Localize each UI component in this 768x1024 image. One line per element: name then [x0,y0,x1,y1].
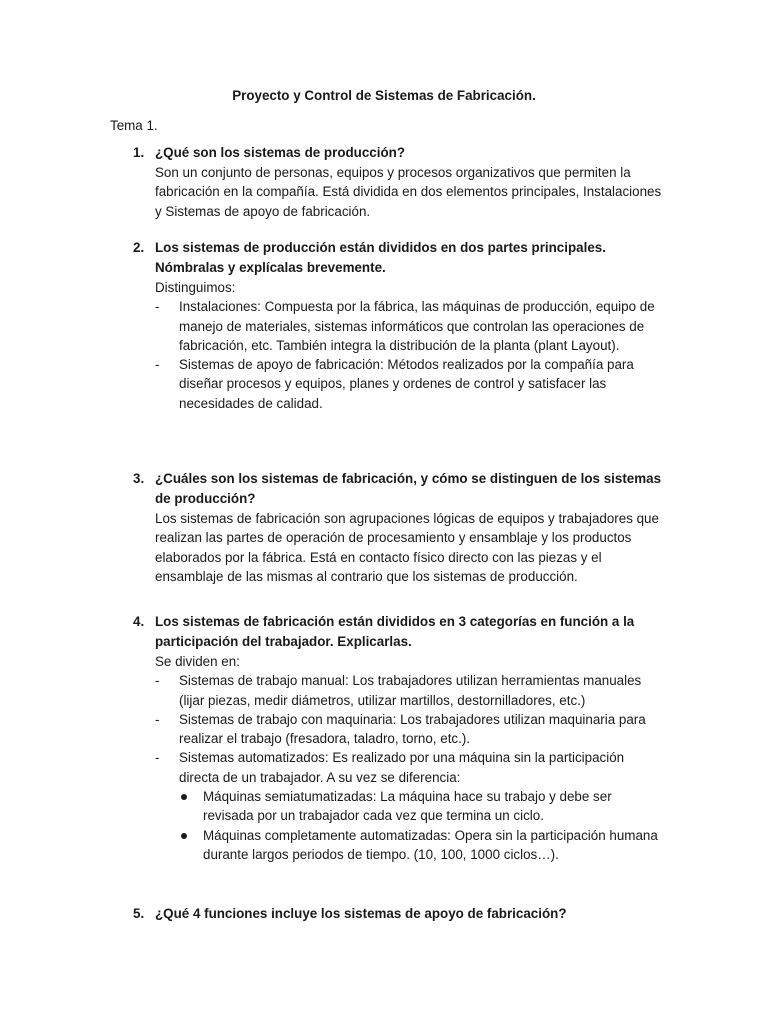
question-number: 5. [133,906,145,921]
question-title: ¿Qué 4 funciones incluye los sistemas de apoyo de fabricación? [155,906,567,921]
answer-intro: Distinguimos: [155,280,236,295]
question-number: 1. [133,145,145,160]
list-dash: - [155,299,160,315]
list-item [155,355,663,413]
sub-list-item-text: Máquinas semiatumatizadas: La máquina hace su trabajo y debe ser revisada por un trabajador cada vez que termina un ciclo. [203,789,612,824]
list-item-text: Sistemas de trabajo manual: Los trabajadores utilizan herramientas manuales (lijar piezas, medir diámetros, utilizar martillos, destornilladores, etc.) [179,673,642,708]
list-item [155,710,663,749]
answer-list [155,671,663,864]
answer-text: Son un conjunto de personas, equipos y procesos organizativos que permiten la fabricación en la compañía. Está dividida en dos elementos principales, Instalaciones y Sistemas de apoyo de fabricación. [155,165,662,219]
sub-list [179,787,663,864]
document-title: Proyecto y Control de Sistemas de Fabricación. [232,88,536,103]
list-item [155,748,663,864]
answer-intro: Se dividen en: [155,654,240,669]
question-title: Los sistemas de fabricación están divididos en 3 categorías en función a la participación del trabajador. Explicarlas. [155,614,635,649]
list-dash: - [155,750,160,766]
section-heading: Tema 1. [110,118,158,133]
answer-text: Los sistemas de fabricación son agrupaciones lógicas de equipos y trabajadores que realizan las partes de operación de procesamiento y ensamblaje y los productos elaborados por la fábrica. Está en contacto físico directo con las piezas y el ensamblaje de las mismas al contrario que los sistemas de producción. [155,511,659,584]
answer-list [155,297,663,413]
list-dash: - [155,673,160,689]
question-title: ¿Cuáles son los sistemas de fabricación, y cómo se distinguen de los sistemas de producción? [155,471,662,506]
list-item-text: Instalaciones: Compuesta por la fábrica, las máquinas de producción, equipo de manejo de materiales, sistemas informáticos que controlan las operaciones de fabricación, etc. También integra la distribución de la planta (plant Layout). [179,299,655,353]
sub-list-item [179,826,663,865]
question-title: Los sistemas de producción están divididos en dos partes principales. Nómbralas y explícalas brevemente. [155,240,606,275]
question-title: ¿Qué son los sistemas de producción? [155,145,406,160]
sub-list-item [179,787,663,826]
bullet-icon [181,833,187,839]
list-dash: - [155,357,160,373]
question-number: 3. [133,471,145,486]
question-5 [133,904,663,924]
question-4 [133,612,663,864]
list-item-text: Sistemas de apoyo de fabricación: Métodos realizados por la compañía para diseñar procesos y equipos, planes y ordenes de control y satisfacer las necesidades de calidad. [179,357,634,411]
list-dash: - [155,711,160,727]
list-item [155,671,663,710]
list-item-text: Sistemas automatizados: Es realizado por una máquina sin la participación directa de un trabajador. A su vez se diferencia: [179,750,625,785]
list-item-text: Sistemas de trabajo con maquinaria: Los trabajadores utilizan maquinaria para realizar el trabajo (fresadora, taladro, torno, etc.). [179,711,646,747]
question-number: 4. [133,614,145,629]
list-item [155,297,663,355]
sub-list-item-text: Máquinas completamente automatizadas: Opera sin la participación humana durante largos periodos de tiempo. (10, 100, 1000 ciclos…). [203,827,658,862]
question-number: 2. [133,240,145,255]
question-3 [133,469,663,586]
bullet-icon [181,794,187,800]
question-2 [133,238,663,413]
question-1 [133,143,663,221]
